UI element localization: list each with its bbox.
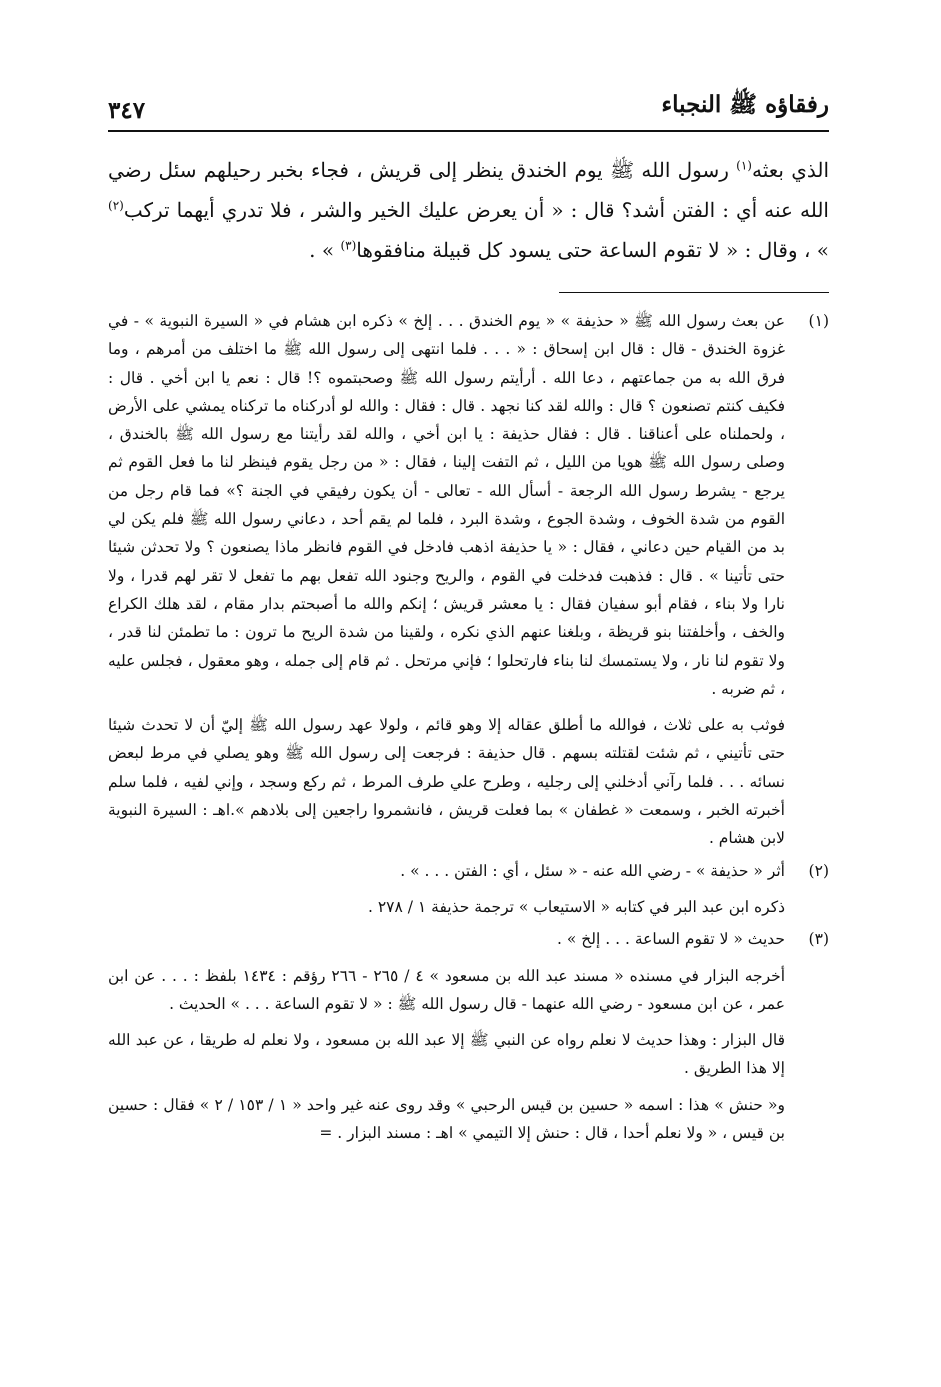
footnote-separator [559, 292, 829, 293]
footnote-body [108, 925, 785, 1151]
main-paragraph [108, 150, 829, 270]
main-text-part-3: » ، وقال : « لا تقوم الساعة حتى يسود كل قبيلة منافقوها [356, 238, 829, 262]
footnote-paragraph: و« حنش » هذا : اسمه « حسين بن قيس الرحبي » وقد روى عنه غير واحد « ١ / ١٥٣ / ٢ » فقال : حسين بن قيس ، « ولا نعلم أحدا ، قال : حنش إلا التيمي » اهـ : مسند البزار . = [108, 1095, 786, 1143]
main-text-part-1: الذي بعثه [751, 158, 830, 182]
footnote-2 [108, 857, 829, 926]
footnote-1 [108, 307, 829, 857]
footnote-3 [108, 925, 829, 1151]
footnote-body [108, 857, 785, 926]
footnote-body [108, 307, 785, 857]
footnote-ref-2: (٢) [108, 198, 124, 213]
page-header [108, 88, 829, 132]
footnote-paragraph: حديث « لا تقوم الساعة . . . إلخ » . [557, 930, 785, 949]
main-text-part-4: » . [309, 238, 341, 262]
footnote-number: (٣) [808, 930, 829, 949]
footnote-paragraph: قال البزار : وهذا حديث لا نعلم رواه عن النبي ﷺ إلا عبد الله بن مسعود ، ولا نعلم له طريقا ، عن عبد الله إلا هذا الطريق . [108, 1031, 785, 1078]
footnote-paragraph: أخرجه البزار في مسنده « مسند عبد الله بن مسعود » ٤ / ٢٦٥ - ٢٦٦ رؤقم : ١٤٣٤ بلفظ : . . . عن ابن عمر ، عن ابن مسعود - رضي الله عنهما - قال رسول الله ﷺ : « لا تقوم الساعة . . . » الحديث . [108, 966, 786, 1013]
running-title: رفقاؤه ﷺ النجباء [661, 91, 829, 118]
footnote-paragraph: فوثب به على ثلاث ، فوالله ما أطلق عقاله إلا وهو قائم ، ولولا عهد رسول الله ﷺ إليّ أن لا تحدث شيئا حتى تأتيني ، ثم شئت لقتلته بسهم . قال حذيفة : فرجعت إلى رسول الله ﷺ وهو يصلي في مرط لبعض نسائه . . . فلما رآني أدخلني إلى رجليه ، وطرح علي طرف المرط ، ثم ركع وسجد ، وإني لفيه ، فلما سلم أخبرته الخبر ، وسمعت « غطفان » بما فعلت قريش ، فانشمروا راجعين إلى بلادهم ».اهـ : السيرة النبوية لابن هشام . [108, 716, 785, 848]
footnote-paragraph: عن بعث رسول الله ﷺ « حذيفة » « يوم الخندق . . . إلخ » ذكره ابن هشام في « السيرة النبوية » - في غزوة الخندق - قال : قال ابن إسحاق : « . . . فلما انتهى إلى رسول الله ﷺ ما اختلف من أمرهم ، وما فرق الله به من جماعتهم ، دعا الله . أرأيتم رسول الله ﷺ وصحبتموه ؟! قال : نعم يا ابن أخي . قال : فكيف كنتم تصنعون ؟ قال : والله لقد كنا نجهد . قال : فقال : والله لو أدركناه ما تركناه يمشي على الأرض ، ولحملناه على أعناقنا . قال : فقال حذيفة : يا ابن أخي ، والله لقد رأيتنا مع رسول الله ﷺ بالخندق ، وصلى رسول الله ﷺ هويا من الليل ، ثم التفت إلينا ، فقال : « من رجل يقوم فينظر لنا ما فعل القوم ثم يرجع - يشرط رسول الله الرجعة - أسأل الله - تعالى - أن يكون رفيقي في الجنة ؟» فما قام رجل من القوم من شدة الخوف ، وشدة الجوع ، وشدة البرد ، فلما لم يقم أحد ، دعاني رسول الله ﷺ فلم يكن لي بد من القيام حين دعاني ، فقال : « يا حذيفة اذهب فادخل في القوم فانظر ماذا يصنعون ؟ ولا تحدثن شيئا حتى تأتينا » . قال : فذهبت فدخلت في القوم ، والريح وجنود الله تفعل بهم ما تفعل لا تقر لهم قدرا ، ولا نارا ولا بناء ، فقام أبو سفيان فقال : يا معشر قريش ؛ إنكم والله ما أصبحتم بدار مقام ، لقد هلك الكراع والخف ، وأخلفتنا بنو قريظة ، وبلغنا عنهم الذي نكره ، ولقينا من شدة الريح ما ترون : ما تطمئن لنا قدر ، ولا تقوم لنا نار ، ولا يستمسك لنا بناء فارتحلوا ؛ فإني مرتحل . ثم قام إلى جمله ، وهو معقول ، فجلس عليه ، ثم ضربه . [108, 312, 785, 698]
footnotes [108, 307, 829, 1151]
footnote-number: (٢) [808, 861, 829, 880]
footnote-ref-1: (١) [736, 158, 752, 173]
footnote-number: (١) [808, 312, 829, 330]
footnote-ref-3: (٣) [340, 238, 357, 253]
page-number: ٣٤٧ [108, 97, 146, 124]
footnote-paragraph: ذكره ابن عبد البر في كتابه « الاستيعاب » ترجمة حذيفة ١ / ٢٧٨ . [367, 897, 785, 916]
main-text-part-2: رسول الله ﷺ يوم الخندق ينظر إلى قريش ، فجاء بخبر رحيلهم سئل رضي الله عنه أي : الفتن أشد؟ قال : « أن يعرض عليك الخير والشر ، فلا تدري أيهما تركب [108, 158, 829, 222]
footnote-paragraph: أثر « حذيفة » - رضي الله عنه - « سئل ، أي : الفتن . . . » . [400, 861, 785, 880]
